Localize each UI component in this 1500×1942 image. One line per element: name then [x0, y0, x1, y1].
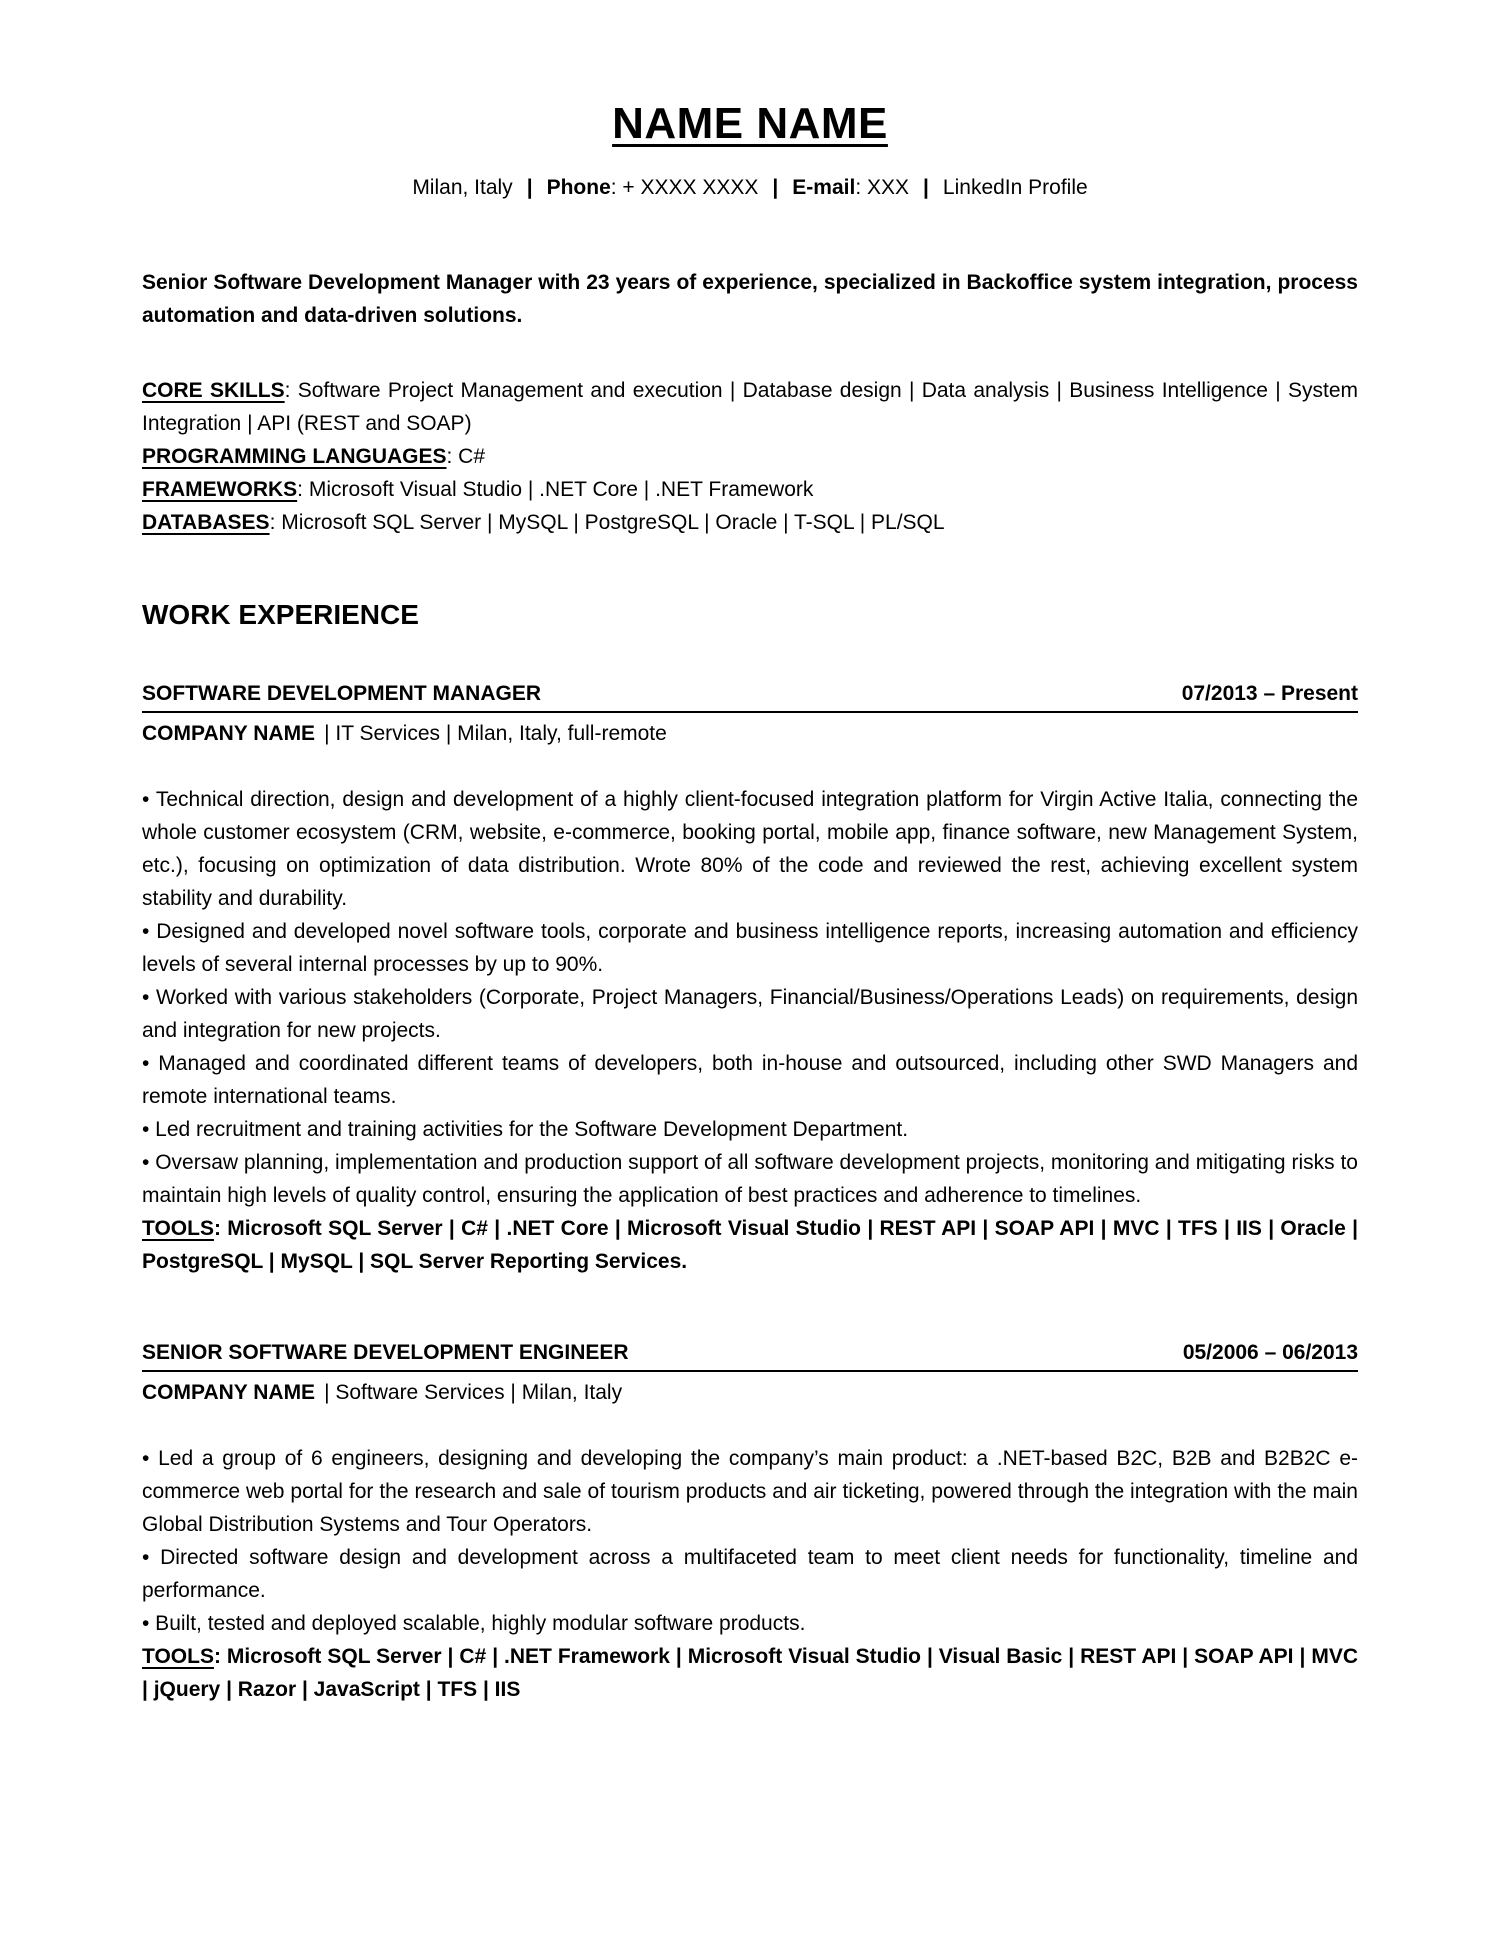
core-skills-value: : Software Project Management and execution | Database design | Data analysis | Business Intelligence | System Integration | API (REST and SOAP) — [142, 379, 1358, 435]
core-skills-line — [142, 374, 1358, 440]
company-details: | Software Services | Milan, Italy — [324, 1381, 623, 1405]
linkedin-link[interactable]: LinkedIn Profile — [942, 176, 1088, 199]
programming-languages-value: : C# — [446, 445, 486, 468]
tools-line — [142, 1212, 1358, 1278]
job-dates: 05/2006 – 06/2013 — [1182, 1341, 1358, 1365]
job-title-row — [142, 1338, 1358, 1372]
job-bullets — [142, 783, 1358, 1212]
company-line — [142, 1376, 1358, 1409]
databases-value: : Microsoft SQL Server | MySQL | PostgreSQL | Oracle | T-SQL | PL/SQL — [269, 511, 945, 534]
frameworks-line — [142, 473, 1358, 506]
contact-location: Milan, Italy — [412, 176, 513, 199]
tools-value: : Microsoft SQL Server | C# | .NET Core | Microsoft Visual Studio | REST API | SOAP API | MVC | TFS | IIS | Oracle | PostgreSQL | MySQL | SQL Server Reporting Services. — [142, 1217, 1358, 1274]
programming-languages-line — [142, 440, 1358, 473]
job-title-row — [142, 679, 1358, 713]
bullet-item: • Built, tested and deployed scalable, highly modular software products. — [142, 1612, 806, 1636]
phone-label: Phone — [546, 176, 611, 199]
bullet-item: • Worked with various stakeholders (Corporate, Project Managers, Financial/Business/Operations Leads) on requirements, design and integration for new projects. — [142, 986, 1358, 1043]
company-details: | IT Services | Milan, Italy, full-remote — [324, 722, 667, 746]
bullet-item: • Led recruitment and training activities for the Software Development Department. — [142, 1118, 909, 1142]
company-name: COMPANY NAME — [142, 722, 316, 746]
core-skills-label: CORE SKILLS — [142, 379, 285, 402]
bullet-item: • Managed and coordinated different teams of developers, both in-house and outsourced, including other SWD Managers and remote international teams. — [142, 1052, 1358, 1109]
frameworks-label: FRAMEWORKS — [142, 478, 298, 501]
skills-block — [142, 374, 1358, 539]
job-bullets — [142, 1442, 1358, 1640]
tools-label: TOOLS — [142, 1217, 214, 1241]
work-experience-heading: WORK EXPERIENCE — [142, 599, 419, 630]
bullet-item: • Directed software design and development across a multifaceted team to meet client needs for functionality, timeline and performance. — [142, 1546, 1358, 1603]
frameworks-value: : Microsoft Visual Studio | .NET Core | .NET Framework — [297, 478, 814, 501]
contact-separator: | — [923, 176, 929, 199]
phone-value: : + XXXX XXXX — [610, 176, 759, 199]
contact-separator: | — [526, 176, 533, 199]
bullet-item: • Technical direction, design and development of a highly client-focused integration platform for Virgin Active Italia, connecting the whole customer ecosystem (CRM, website, e-commerce, booking portal, mobile app, finance software, new Management System, etc.), focusing on optimization of data distribution. Wrote 80% of the code and reviewed the rest, achieving excellent system stability and durability. — [142, 788, 1358, 911]
bullet-item: • Oversaw planning, implementation and production support of all software development projects, monitoring and mitigating risks to maintain high levels of quality control, ensuring the application of best practices and adherence to timelines. — [142, 1151, 1358, 1208]
job-dates: 07/2013 – Present — [1181, 682, 1358, 706]
candidate-name: NAME NAME — [612, 99, 888, 148]
bullet-item: • Led a group of 6 engineers, designing and developing the company’s main product: a .NET-based B2C, B2B and B2B2C e-commerce web portal for the research and sale of tourism products and air ticketing, powered through the integration with the main Global Distribution Systems and Tour Operators. — [142, 1447, 1358, 1537]
contact-line — [142, 171, 1358, 204]
programming-languages-label: PROGRAMMING LANGUAGES — [142, 445, 447, 468]
company-line — [142, 717, 1358, 750]
bullet-item: • Designed and developed novel software tools, corporate and business intelligence reports, increasing automation and efficiency levels of several internal processes by up to 90%. — [142, 920, 1358, 977]
job-section-1 — [142, 679, 1358, 1278]
job-section-2 — [142, 1338, 1358, 1706]
email-label: E-mail — [792, 176, 856, 199]
tools-label: TOOLS — [142, 1645, 214, 1669]
job-title: SOFTWARE DEVELOPMENT MANAGER — [142, 682, 542, 706]
email-value: : XXX — [855, 176, 910, 199]
summary-paragraph: Senior Software Development Manager with 23 years of experience, specialized in Backoffice system integration, process automation and data-driven solutions. — [142, 271, 1358, 327]
databases-label: DATABASES — [142, 511, 270, 534]
tools-value: : Microsoft SQL Server | C# | .NET Framework | Microsoft Visual Studio | Visual Basic | REST API | SOAP API | MVC | jQuery | Razor | JavaScript | TFS | IIS — [142, 1645, 1358, 1702]
resume-header — [142, 96, 1358, 204]
company-name: COMPANY NAME — [142, 1381, 316, 1405]
tools-line — [142, 1640, 1358, 1706]
databases-line — [142, 506, 1358, 539]
job-title: SENIOR SOFTWARE DEVELOPMENT ENGINEER — [142, 1341, 629, 1365]
contact-separator: | — [772, 176, 779, 199]
